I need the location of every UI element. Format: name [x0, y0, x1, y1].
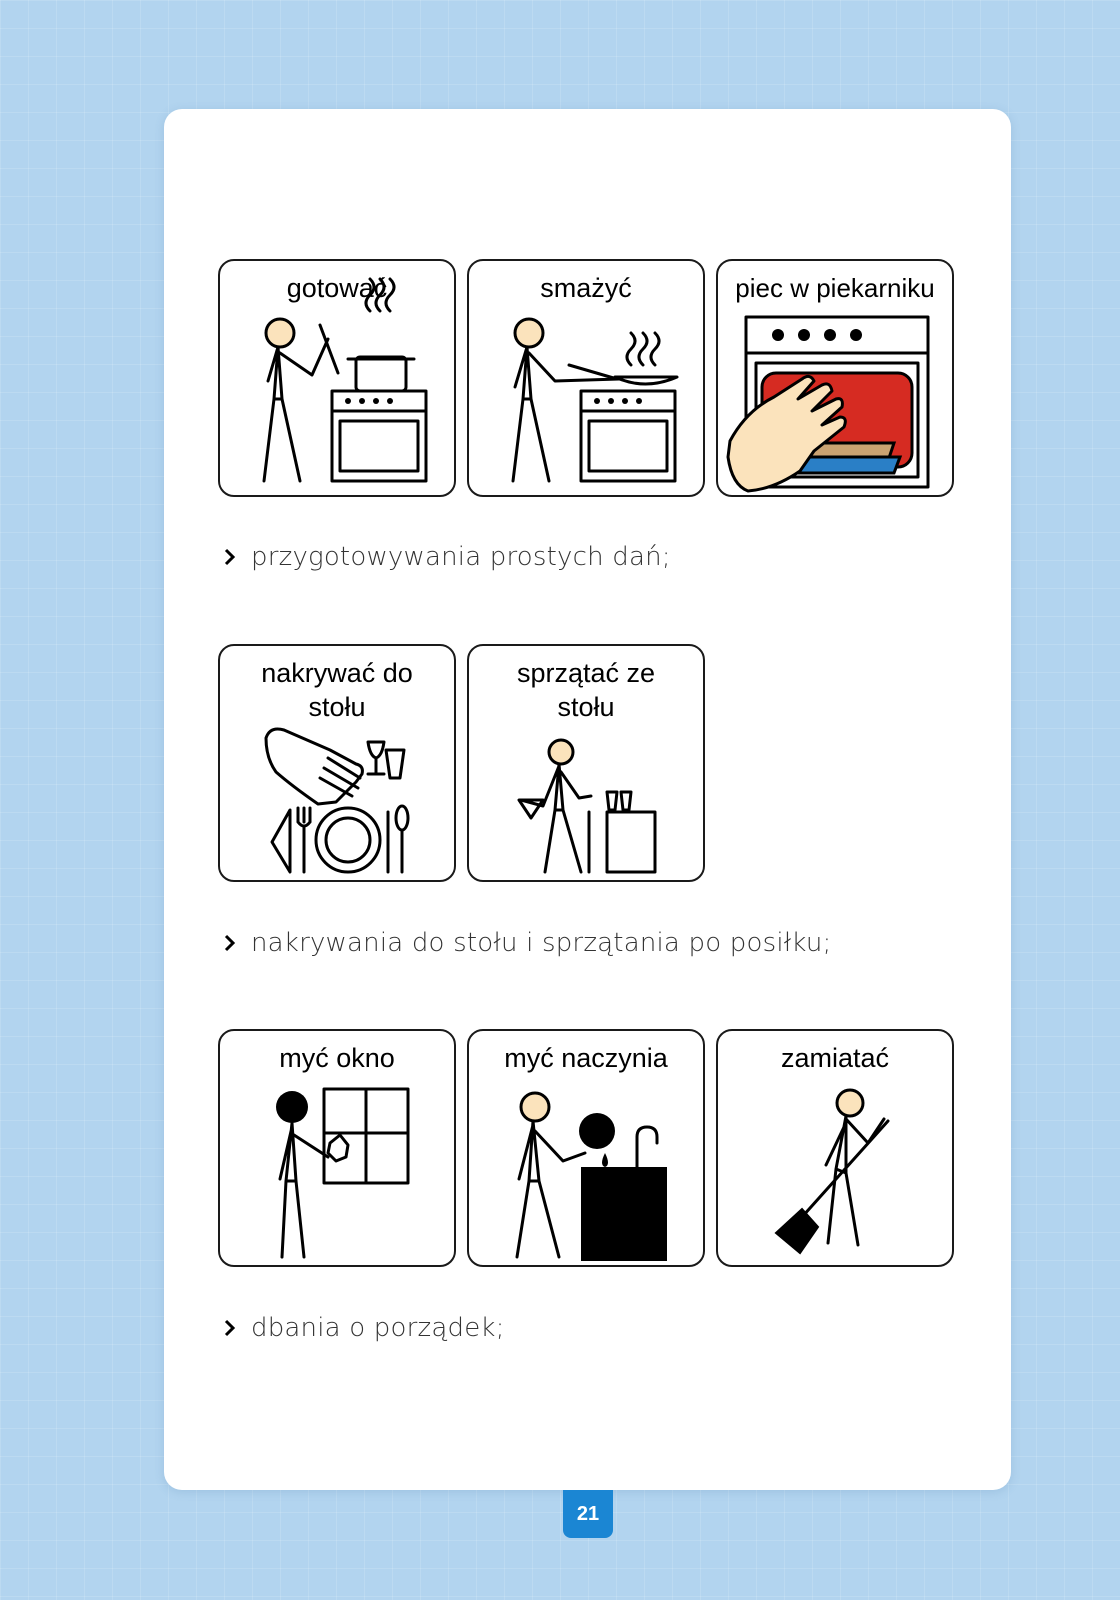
tile-label: myć okno	[279, 1043, 395, 1073]
tile-myc-okno	[218, 1029, 456, 1267]
tile-label: myć naczynia	[504, 1043, 668, 1073]
bullet-item	[223, 537, 671, 577]
oven-baking-icon	[718, 261, 954, 497]
tile-label: sprzątać ze stołu	[516, 658, 656, 722]
tile-piec-w-piekarniku	[716, 259, 954, 497]
tile-label: gotować	[286, 273, 388, 303]
sweep-icon	[718, 1031, 954, 1267]
chevron-right-icon	[223, 933, 237, 953]
bullet-item	[223, 1308, 505, 1348]
tile-sprzatac-ze-stolu	[467, 644, 705, 882]
chevron-right-icon	[223, 547, 237, 567]
bullet-item	[223, 923, 831, 963]
set-table-icon	[220, 646, 456, 882]
tile-label: nakrywać do stołu	[261, 658, 413, 722]
page-number-badge	[563, 1490, 613, 1538]
tile-smazyc	[467, 259, 705, 497]
bullet-text: przygotowywania prostych dań;	[251, 542, 671, 572]
cooking-pot-icon	[220, 261, 456, 497]
wash-window-icon	[220, 1031, 456, 1267]
tile-label: piec w piekarniku	[735, 273, 935, 303]
page-number: 21	[576, 1502, 600, 1525]
wash-dishes-icon	[469, 1031, 705, 1267]
tile-label: smażyć	[540, 273, 632, 303]
tile-nakrywac-do-stolu	[218, 644, 456, 882]
tile-label: zamiatać	[780, 1043, 890, 1073]
tile-gotowac	[218, 259, 456, 497]
frying-pan-icon	[469, 261, 705, 497]
bullet-text: nakrywania do stołu i sprzątania po posiłku;	[251, 928, 832, 958]
tile-myc-naczynia	[467, 1029, 705, 1267]
bullet-text: dbania o porządek;	[251, 1313, 505, 1343]
tile-zamiatac	[716, 1029, 954, 1267]
chevron-right-icon	[223, 1318, 237, 1338]
clear-table-icon	[469, 646, 705, 882]
